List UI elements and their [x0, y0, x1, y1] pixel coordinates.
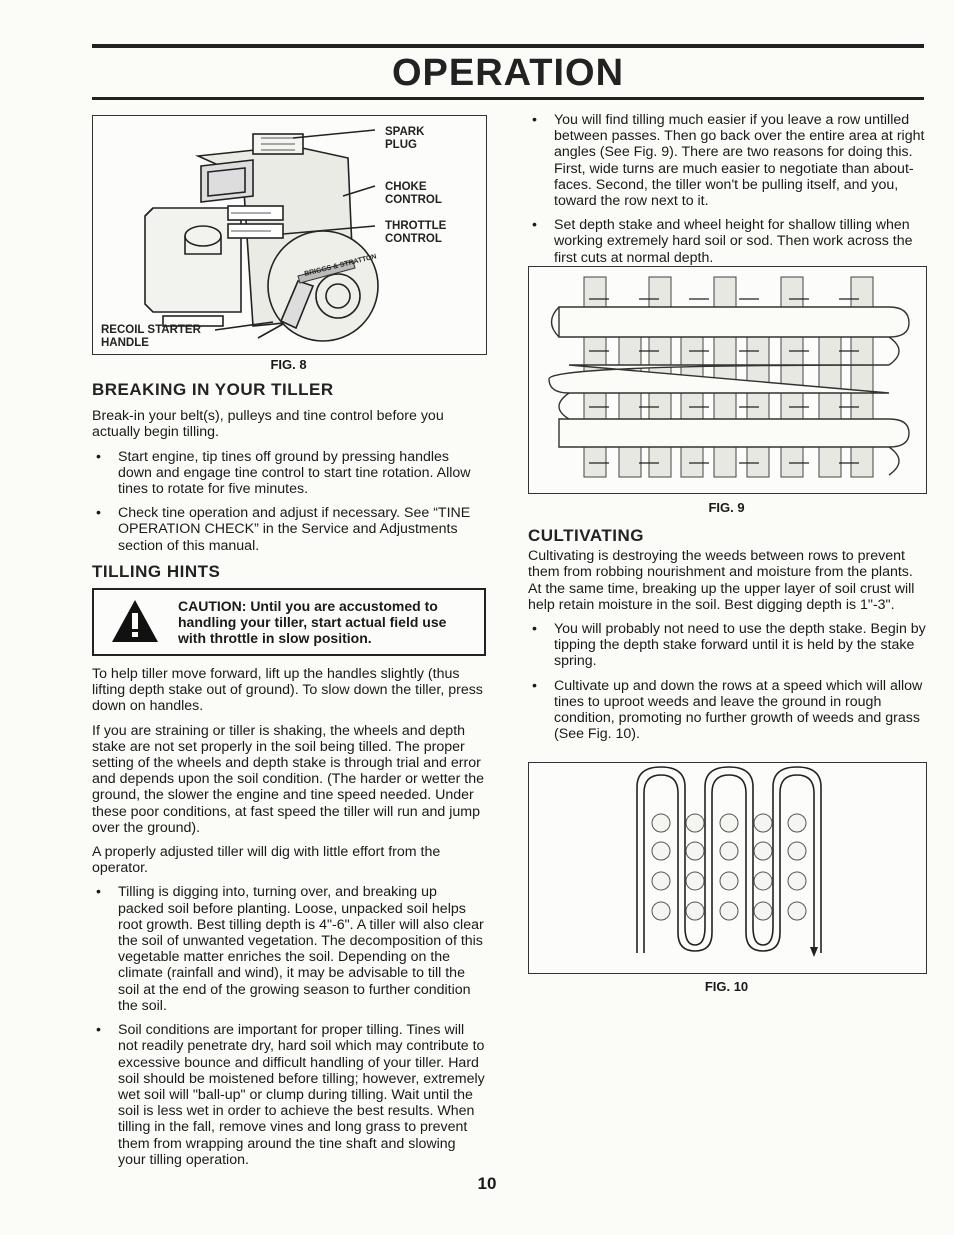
list-item: • Start engine, tip tines off ground by pressing handles down and engage tine control to start tine rotation. Allow tines to rotate for five minutes. — [96, 448, 471, 498]
choke-control-label: CHOKE CONTROL — [385, 181, 442, 206]
fig8-box — [92, 115, 487, 355]
list-item: • Check tine operation and adjust if necessary. See “TINE OPERATION CHECK” in the Service and Adjustments section of this manual. — [96, 505, 471, 554]
left-column — [92, 382, 486, 1176]
tilling-hints-heading: TILLING HINTS — [92, 561, 221, 581]
tilling-pattern-diagram — [529, 267, 926, 493]
cultivating-intro: Cultivating is destroying the weeds between rows to prevent them from robbing nourishment and moisture from the plants. At the same time, breaking up the upper layer of soil crust will help retain moisture in the soil. Best digging depth is 1"-3". — [528, 548, 915, 613]
fig8-caption: FIG. 8 — [270, 357, 307, 372]
fig9-box — [528, 266, 927, 494]
brand-label: BRIGGS & STRATTON — [303, 253, 378, 278]
caution-box — [92, 588, 486, 656]
recoil-starter-label: RECOIL STARTER HANDLE — [101, 324, 201, 349]
cultivating-pattern-diagram — [529, 763, 926, 973]
list-item: • You will probably not need to use the depth stake. Begin by tipping the depth stake forward until it is held by the stake spring. — [532, 621, 926, 670]
fig9-caption: FIG. 9 — [708, 500, 745, 515]
list-item: • Cultivate up and down the rows at a speed which will allow tines to uproot weeds and leave the ground in rough condition, promoting no further growth of weeds and grass (See Fig. 10). — [532, 677, 923, 743]
right-column-bottom — [528, 528, 926, 750]
fig10-box — [528, 762, 927, 974]
list-item: • Tilling is digging into, turning over, and breaking up packed soil before planting. Loose, unpacked soil helps root growth. Best tilling depth is 4"-6". A tiller will also clear the soil of unwanted vegetation. The decomposition of this vegetable matter enriches the soil. Depending on the climate (rainfall and wind), it may be advisable to till the soil at the end of the growing season to further condition the soil. — [96, 884, 484, 1014]
list-item: • Soil conditions are important for proper tilling. Tines will not readily penetrate dry, hard soil which may contribute to excessive bounce and difficult handling of your tiller. Hard soil should be moistened before tilling; however, extremely wet soil will "ball-up" or clump during tilling. Wait until the soil is less wet in order to achieve the best results. When tilling in the fall, remove vines and long grass to prevent them from wrapping around the tine shaft and slowing your tilling operation. — [96, 1022, 485, 1168]
throttle-control-label: THROTTLE CONTROL — [385, 220, 447, 245]
caution-text: CAUTION: Until you are accustomed to handling your tiller, start actual field use with throttle in slow position. — [178, 598, 447, 647]
breaking-in-heading: BREAKING IN YOUR TILLER — [92, 380, 334, 399]
tilling-paragraph: A properly adjusted tiller will dig with little effort from the operator. — [92, 844, 441, 877]
right-column-top — [528, 112, 926, 274]
list-item: • Set depth stake and wheel height for shallow tilling when working extremely hard soil or sod. Then work across the first cuts at normal depth. — [532, 217, 913, 266]
fig10-caption: FIG. 10 — [704, 979, 749, 994]
spark-plug-label: SPARK PLUG — [385, 126, 425, 151]
page-number: 10 — [477, 1174, 497, 1193]
cultivating-heading: CULTIVATING — [528, 526, 644, 545]
header-rule-bottom — [92, 97, 924, 100]
list-item: • You will find tilling much easier if you leave a row untilled between passes. Then go back over the entire area at right angles (See Fig. 9). There are two reasons for doing this. First, wide turns are much easier to negotiate than about-faces. Second, the tiller won't be pulling itself, and you, toward the row next to it. — [532, 112, 925, 210]
breaking-in-intro: Break-in your belt(s), pulleys and tine control before you actually begin tilling. — [92, 408, 444, 441]
header-rule-top — [92, 44, 924, 48]
page-title: OPERATION — [391, 52, 625, 94]
warning-triangle-icon — [110, 598, 160, 644]
tilling-paragraph: To help tiller move forward, lift up the handles slightly (thus lifting depth stake out of ground). To slow down the tiller, press down on handles. — [92, 666, 483, 715]
tilling-paragraph: If you are straining or tiller is shaking, the wheels and depth stake are not set properly in the soil being tilled. The proper setting of the wheels and depth stake is through trial and error and depends upon the soil condition. (The harder or wetter the ground, the slower the engine and tine speed needed. Under these poor conditions, at fast speed the tiller will run and jump over the ground). — [92, 722, 484, 836]
